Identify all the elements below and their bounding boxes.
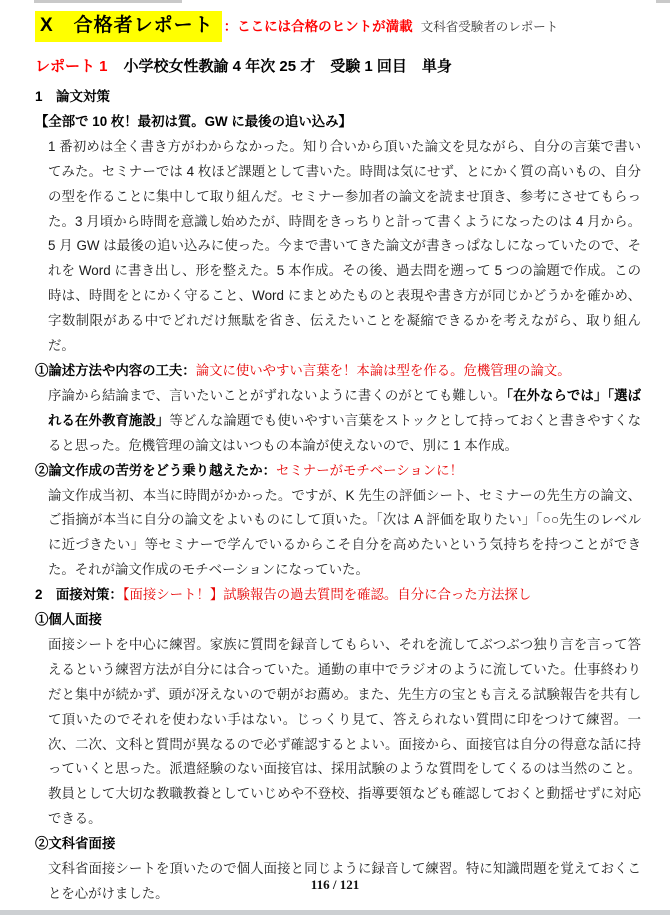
item-2-label: ②論文作成の苦労をどう乗り越えたか： — [35, 462, 277, 478]
item-1-highlight-red: 論文に使いやすい言葉を！本論は型を作る。危機管理の論文。 — [195, 362, 571, 378]
section-2-sub-1-paragraph: 面接シートを中心に練習。家族に質問を録音してもらい、それを流してぶつぶつ独り言を言って答えるという練習方法が自分には合っていた。通勤の車中でラジオのように流していた。仕事終わりだと集中が続かず、頭が冴えないので朝がお薦め。また、先生方の宝とも言える試験報告を共有して頂いたのでそれを使わない手はない。じっくり見て、答えられない質問に印をつけて練習。一次、二次、文科と質問が異なるので必ず確認するとよい。面接から、面接官は自分の得意な話に持っていくと思った。派遣経験のない面接官は、採用試験のような質問をしてくるのは当然のこと。教員として大切な教職教養としていじめや不登校、指導要領なども確認しておくと動揺せずに対応できる。 — [48, 636, 641, 827]
document-body — [35, 110, 641, 907]
item-2-highlight-red: セミナーがモチベーションに！ — [276, 462, 463, 478]
item-1-paragraph-start: 序論から結論まで、言いたいことがずれないように書くのがとても難しい。 — [48, 387, 507, 403]
page-edge-artifact-top-right — [656, 0, 670, 3]
item-1-heading — [35, 359, 641, 384]
section-2-sub-2-title: ②文科省面接 — [35, 836, 116, 852]
section-1-title: 1 論文対策 — [35, 89, 111, 104]
section-2-title: 2 面接対策： — [35, 587, 123, 603]
page-edge-artifact-top-left — [34, 0, 182, 3]
section-2-sub-1-title: ①個人面接 — [35, 612, 102, 628]
document-content — [35, 10, 641, 907]
item-2-heading — [35, 459, 641, 484]
report-number-label: レポート 1 — [35, 58, 108, 75]
report-title-line — [35, 55, 641, 78]
item-2-paragraph: 論文作成当初、本当に時間がかかった。ですが、K 先生の評価シート、セミナーの先生方の論文、ご指摘が本当に自分の論文をよいものにして頂いた。「次は A 評価を取りたい」「○○先生のレベルに近づきたい」等セミナーで学んでいるからこそ自分を高めたいという気持ちを持つことができた。それが論文作成のモチベーションになっていた。 — [48, 487, 641, 578]
chapter-header — [35, 10, 641, 44]
chapter-hint-red: ：ここには合格のヒントが満載 — [223, 19, 413, 34]
chapter-title-highlighted: X 合格者レポート — [35, 11, 222, 42]
page-number: 116 / 121 — [310, 877, 360, 892]
section-1-paragraph: 1 番初めは全く書き方がわからなかった。知り合いから頂いた論文を見ながら、自分の言葉で書いてみた。セミナーでは 4 枚ほど課題として書いた。時間は気にせず、とにかく質の高いもの、自分の型を作ることに集中して取り組んだ。セミナー参加者の論文を読ませ頂き、参考にさせてもらった。3 月頃から時間を意識し始めたが、時間をきっちりと計って書くようになったのは 4 月から。5 月 GW は最後の追い込みに使った。今まで書いてきた論文が書きっぱなしになっていたので、それを Word に書き出し、形を整えた。5 本作成。その後、過去問を遡って 5 つの論題で作成。この時は、時間をとにかく守ること、Word にまとめたものと表現や書き方が同じかどうかを確かめ、字数制限がある中でどれだけ無駄を省き、伝えたいことを凝縮できるかを考えながら、取り組んだ。 — [48, 138, 641, 354]
item-1-label: ①論述方法や内容の工夫： — [35, 362, 196, 378]
item-1-paragraph — [48, 384, 641, 459]
page-edge-artifact-bottom — [0, 910, 670, 915]
section-2-heading — [35, 583, 641, 608]
item-1-paragraph-end: 等どんな論題でも使いやすい言葉をストックとして持っておくと書きやすくなると思った。危機管理の論文はいつもの本論が使えないので、別に 1 本作成。 — [48, 412, 641, 453]
section-1-subtitle: 【全部で 10 枚！最初は質。GW に最後の追い込み】 — [35, 113, 352, 129]
section-2-sub-2-paragraph: 文科省面接シートを頂いたので個人面接と同じように録音して練習。特に知識問題を覚えておくことを心がけました。 — [48, 861, 641, 901]
section-2-highlight-red: 【面接シート！】試験報告の過去質問を確認。自分に合った方法探し — [122, 587, 532, 603]
chapter-note: 文科省受験者のレポート — [420, 20, 559, 34]
item-1-paragraph-bold: 「在外ならでは」「選ばれる在外教育施設」 — [48, 387, 642, 428]
report-profile: 小学校女性教諭 4 年次 25 才 受験 1 回目 単身 — [123, 58, 452, 75]
